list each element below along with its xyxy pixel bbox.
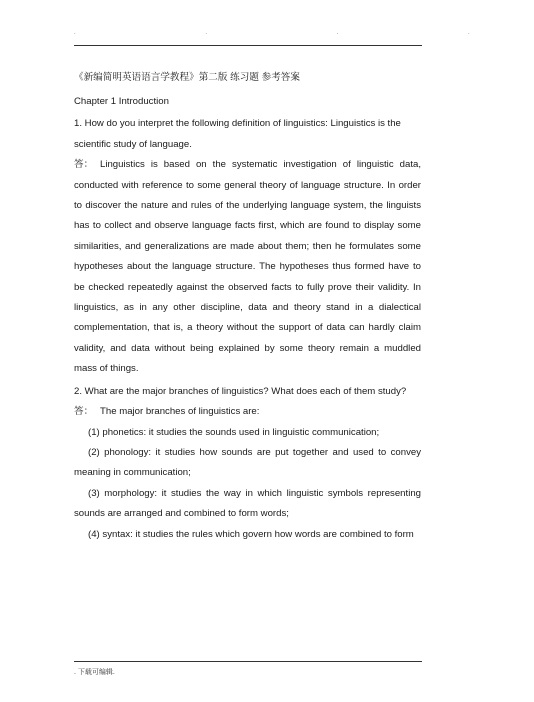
document-title: 《新编简明英语语言学教程》第二版 练习题 参考答案	[74, 72, 300, 83]
answer-2	[74, 402, 421, 422]
branch-item: (3) morphology: it studies the way in which linguistic symbols representing sounds are arranged and combined to form words;	[74, 487, 421, 520]
header-marks: . . . .	[74, 30, 534, 36]
header-rule	[74, 45, 422, 46]
footer-note: . 下载可编辑.	[74, 669, 115, 676]
answer-2-tag: 答：	[74, 406, 94, 418]
question-1: 1. How do you interpret the following definition of linguistics: Linguistics is the scientific study of language.	[74, 118, 401, 150]
answer-1	[74, 155, 421, 379]
document-body	[74, 68, 421, 545]
answer-2-text: The major branches of linguistics are:	[100, 406, 260, 418]
chapter-heading: Chapter 1 Introduction	[74, 96, 169, 107]
branch-item: (1) phonetics: it studies the sounds used in linguistic communication;	[88, 426, 380, 438]
footer-rule	[74, 661, 422, 662]
question-2: 2. What are the major branches of linguistics? What does each of them study?	[74, 385, 407, 397]
branch-item: (2) phonology: it studies how sounds are put together and used to convey meaning in communication;	[74, 446, 421, 479]
answer-1-text: Linguistics is based on the systematic investigation of linguistic data, conducted with reference to some general theory of language structure. In order to discover the nature and rules of the underlying language system, the linguists has to collect and observe language facts first, which are found to display some similarities, and generalizations are made about them; then he formulates some hypotheses about the language structure. The hypotheses thus formed have to be checked repeatedly against the observed facts to fully prove their validity. In linguistics, as in any other discipline, data and theory stand in a dialectical complementation, that is, a theory without the support of data can hardly claim validity, and data without being explained by some theory remain a muddled mass of things.	[74, 159, 421, 375]
branch-item: (4) syntax: it studies the rules which govern how words are combined to form	[88, 528, 414, 540]
answer-1-tag: 答：	[74, 159, 94, 171]
